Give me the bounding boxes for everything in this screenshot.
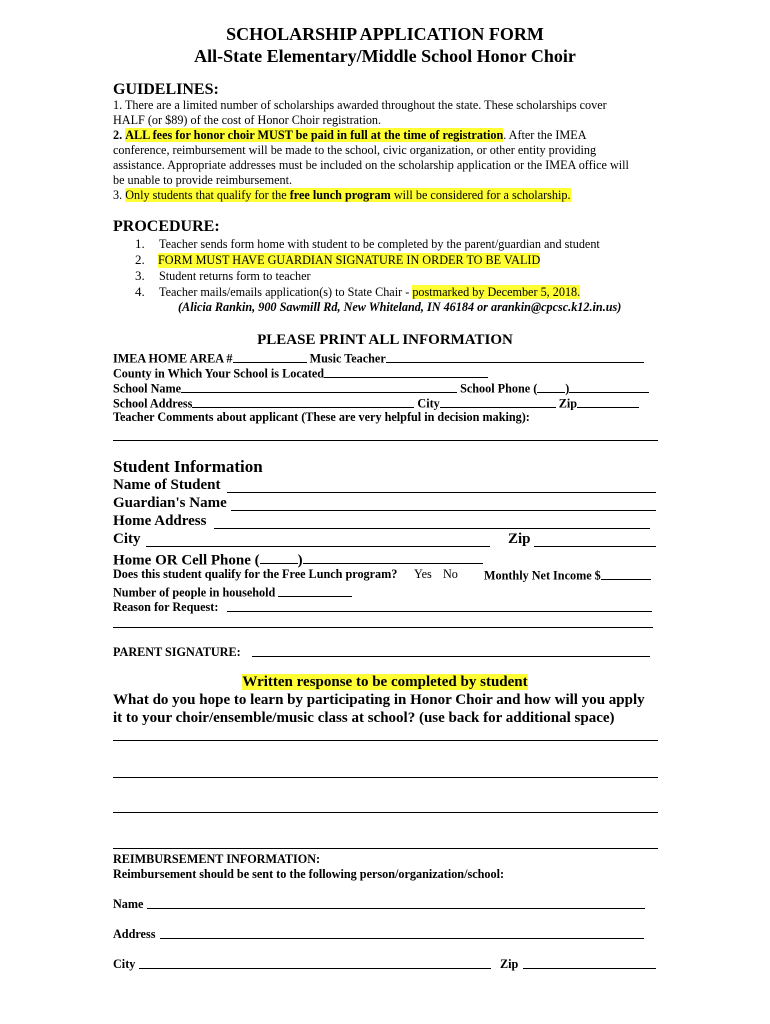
imea-area-field[interactable] xyxy=(233,350,307,363)
school-address-label: School Address xyxy=(113,396,193,411)
home-phone-area-field[interactable] xyxy=(260,549,298,564)
guideline-2-rest: . After the IMEA xyxy=(503,128,587,142)
school-phone-label: School Phone ( xyxy=(460,381,538,396)
student-name-label: Name of Student xyxy=(113,477,221,493)
reason-field-line-2[interactable] xyxy=(113,627,653,628)
guideline-3 xyxy=(113,188,571,203)
free-lunch-question: Does this student qualify for the Free Lunch program? xyxy=(113,567,398,581)
school-name-field[interactable] xyxy=(181,380,457,393)
reimb-name-field[interactable] xyxy=(147,908,645,909)
guideline-2-line-3: assistance. Appropriate addresses must be included on the scholarship application or the IMEA office will xyxy=(113,158,629,172)
guideline-2-line-4: be unable to provide reimbursement. xyxy=(113,173,293,187)
reimb-address-field[interactable] xyxy=(160,938,644,939)
procedure-item-4-deadline: postmarked by December 5, 2018. xyxy=(412,285,581,299)
school-name-label: School Name xyxy=(113,381,182,396)
procedure-item-1: Teacher sends form home with student to be completed by the parent/guardian and student xyxy=(159,237,600,251)
reimbursement-subheading: Reimbursement should be sent to the following person/organization/school: xyxy=(113,867,505,881)
student-city-field[interactable] xyxy=(146,546,490,547)
guideline-3-number: 3. xyxy=(113,188,123,202)
home-phone-label: Home OR Cell Phone ( xyxy=(113,552,260,569)
guardian-name-label: Guardian's Name xyxy=(113,495,227,511)
reason-label: Reason for Request: xyxy=(113,600,219,614)
procedure-item-4-text: Teacher mails/emails application(s) to State Chair - xyxy=(159,285,413,299)
guideline-1-line-2: HALF (or $89) of the cost of Honor Choir registration. xyxy=(113,113,382,127)
guideline-2-number: 2. xyxy=(113,128,123,142)
reimb-address-label: Address xyxy=(113,927,156,941)
school-phone-area-field[interactable] xyxy=(537,380,565,393)
procedure-item-2-number: 2. xyxy=(135,252,145,267)
parent-signature-label: PARENT SIGNATURE: xyxy=(113,645,241,659)
teacher-comments-label: Teacher Comments about applicant (These are very helpful in decision making): xyxy=(113,410,530,424)
school-phone-field[interactable] xyxy=(569,380,649,393)
imea-area-label: IMEA HOME AREA # xyxy=(113,351,233,366)
guideline-2-line-1 xyxy=(113,128,587,143)
student-info-heading: Student Information xyxy=(113,457,263,476)
music-teacher-label: Music Teacher xyxy=(309,351,386,366)
school-city-label: City xyxy=(417,396,440,411)
procedure-heading: PROCEDURE: xyxy=(113,218,220,235)
written-question-line-2: it to your choir/ensemble/music class at school? (use back for additional space) xyxy=(113,710,615,726)
response-line-1[interactable] xyxy=(113,740,658,741)
school-zip-field[interactable] xyxy=(577,395,639,408)
student-city-label: City xyxy=(113,531,141,547)
reimbursement-heading: REIMBURSEMENT INFORMATION: xyxy=(113,852,321,866)
response-line-4[interactable] xyxy=(113,848,658,849)
response-line-2[interactable] xyxy=(113,777,658,778)
household-label: Number of people in household xyxy=(113,585,276,600)
guideline-3-bold: free lunch program xyxy=(289,188,391,202)
school-city-field[interactable] xyxy=(440,395,556,408)
procedure-item-4-number: 4. xyxy=(135,284,145,299)
guideline-3-pre: Only students that qualify for the xyxy=(125,188,290,202)
teacher-comments-field[interactable] xyxy=(113,440,658,441)
guideline-3-post: will be considered for a scholarship. xyxy=(390,188,571,202)
school-address-field[interactable] xyxy=(192,395,414,408)
county-field[interactable] xyxy=(324,365,488,378)
household-field[interactable] xyxy=(278,584,352,597)
procedure-item-1-number: 1. xyxy=(135,236,145,251)
state-chair-address: (Alicia Rankin, 900 Sawmill Rd, New Whiteland, IN 46184 or arankin@cpcsc.k12.in.us) xyxy=(178,300,622,314)
procedure-item-4 xyxy=(159,285,580,300)
form-subtitle: All-State Elementary/Middle School Honor Choir xyxy=(194,46,576,66)
student-zip-field[interactable] xyxy=(534,546,656,547)
procedure-item-2: FORM MUST HAVE GUARDIAN SIGNATURE IN ORDER TO BE VALID xyxy=(158,253,541,267)
form-title: SCHOLARSHIP APPLICATION FORM xyxy=(226,24,544,44)
written-question-line-1: What do you hope to learn by participating in Honor Choir and how will you apply xyxy=(113,692,645,708)
student-zip-label: Zip xyxy=(508,531,531,547)
guideline-1-line-1: 1. There are a limited number of scholarships awarded throughout the state. These scholarships cover xyxy=(113,98,607,112)
reimb-zip-label: Zip xyxy=(500,957,519,971)
income-row xyxy=(484,567,651,584)
procedure-item-3: Student returns form to teacher xyxy=(159,269,311,283)
guideline-2-line-2: conference, reimbursement will be made to the school, civic organization, or other entity providing xyxy=(113,143,597,157)
home-address-field[interactable] xyxy=(214,528,650,529)
print-info-heading: PLEASE PRINT ALL INFORMATION xyxy=(257,332,513,348)
income-label: Monthly Net Income $ xyxy=(484,568,601,583)
free-lunch-no[interactable]: No xyxy=(443,567,458,581)
reimb-city-label: City xyxy=(113,957,136,971)
school-phone-close: ) xyxy=(565,381,570,396)
reimb-city-field[interactable] xyxy=(139,968,491,969)
written-response-wrapper xyxy=(0,674,770,691)
home-address-label: Home Address xyxy=(113,513,207,529)
home-phone-field[interactable] xyxy=(303,549,483,564)
household-row xyxy=(113,584,352,601)
reimb-name-label: Name xyxy=(113,897,144,911)
guidelines-heading: GUIDELINES: xyxy=(113,81,219,98)
county-label: County in Which Your School is Located xyxy=(113,366,325,381)
reimb-zip-field[interactable] xyxy=(523,968,656,969)
parent-signature-field[interactable] xyxy=(252,656,650,657)
school-zip-label: Zip xyxy=(558,396,578,411)
reason-field-line-1[interactable] xyxy=(227,611,652,612)
free-lunch-yes[interactable]: Yes xyxy=(414,567,432,581)
music-teacher-field[interactable] xyxy=(386,350,644,363)
procedure-item-3-number: 3. xyxy=(135,268,145,283)
guideline-2-bold: ALL fees for honor choir MUST be paid in full at the time of registration xyxy=(125,128,504,142)
written-response-heading: Written response to be completed by student xyxy=(242,674,528,690)
response-line-3[interactable] xyxy=(113,812,658,813)
home-phone-close: ) xyxy=(297,552,303,569)
student-name-field[interactable] xyxy=(227,492,656,493)
income-field[interactable] xyxy=(601,567,651,580)
guardian-name-field[interactable] xyxy=(231,510,656,511)
